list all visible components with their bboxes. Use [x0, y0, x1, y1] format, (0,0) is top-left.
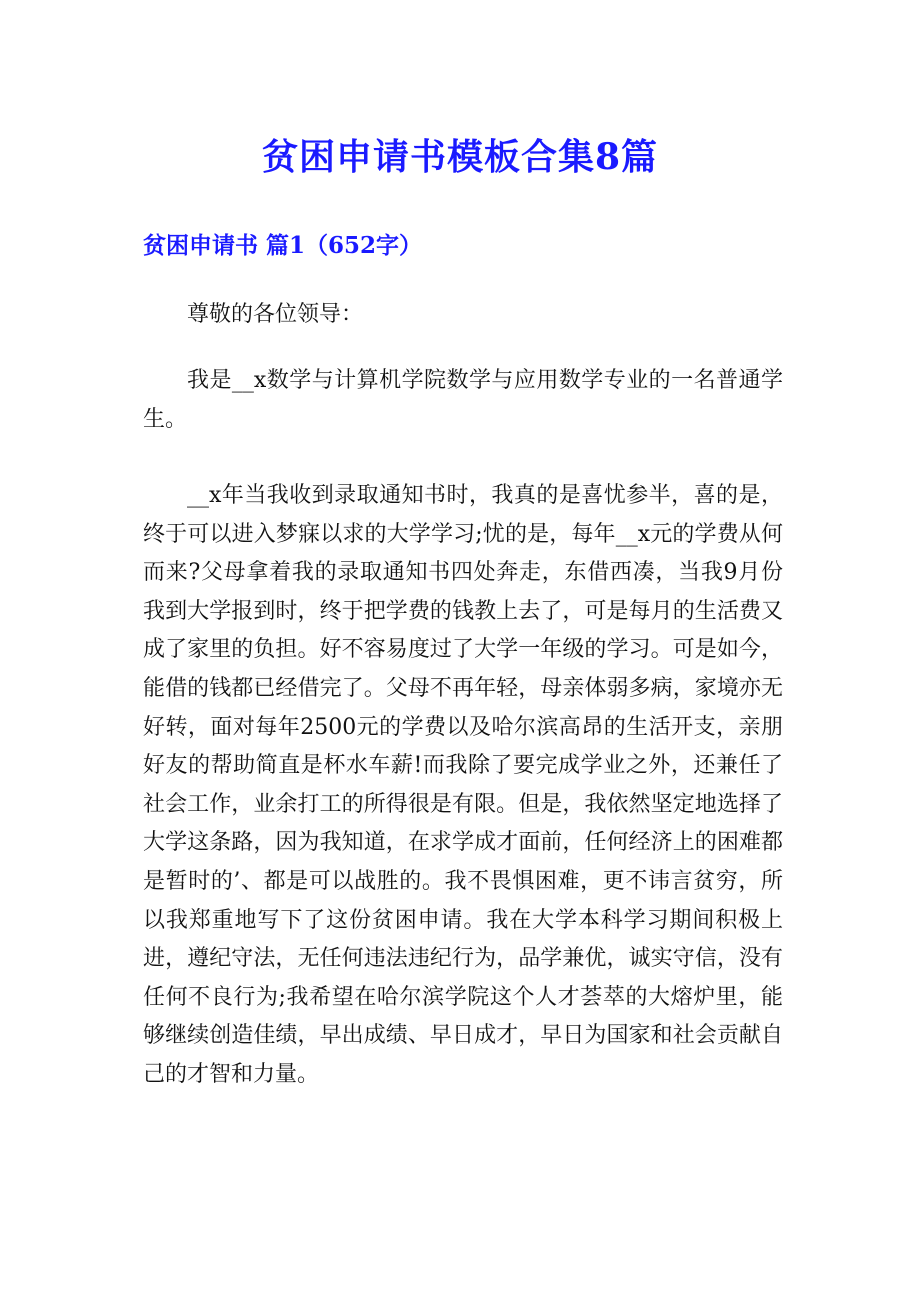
paragraph-2: __x年当我收到录取通知书时，我真的是喜忧参半，喜的是，终于可以进入梦寐以求的大学学习;忧的是，每年__x元的学费从何而来?父母拿着我的录取通知书四处奔走，东借西凑，当我9月份我到大学报到时，终于把学费的钱教上去了，可是每月的生活费又成了家里的负担。好不容易度过了大学一年级的学习。可是如今，能借的钱都已经借完了。父母不再年轻，母亲体弱多病，家境亦无好转，面对每年2500元的学费以及哈尔滨高昂的生活开支，亲朋好友的帮助简直是杯水车薪!而我除了要完成学业之外，还兼任了社会工作，业余打工的所得很是有限。但是，我依然坚定地选择了大学这条路，因为我知道，在求学成才面前，任何经济上的困难都是暂时的’、都是可以战胜的。我不畏惧困难，更不讳言贫穷，所以我郑重地写下了这份贫困申请。我在大学本科学习期间积极上进，遵纪守法，无任何违法违纪行为，品学兼优，诚实守信，没有任何不良行为;我希望在哈尔滨学院这个人才荟萃的大熔炉里，能够继续创造佳绩，早出成绩、早日成才，早日为国家和社会贡献自己的才智和力量。: [143, 483, 783, 1087]
paragraph-1: 我是__x数学与计算机学院数学与应用数学专业的一名普通学生。: [143, 368, 783, 432]
document-title: 贫困申请书模板合集8篇: [261, 136, 659, 178]
section-heading: 贫困申请书 篇1（652字）: [143, 232, 423, 259]
salutation: 尊敬的各位领导：: [187, 302, 364, 327]
